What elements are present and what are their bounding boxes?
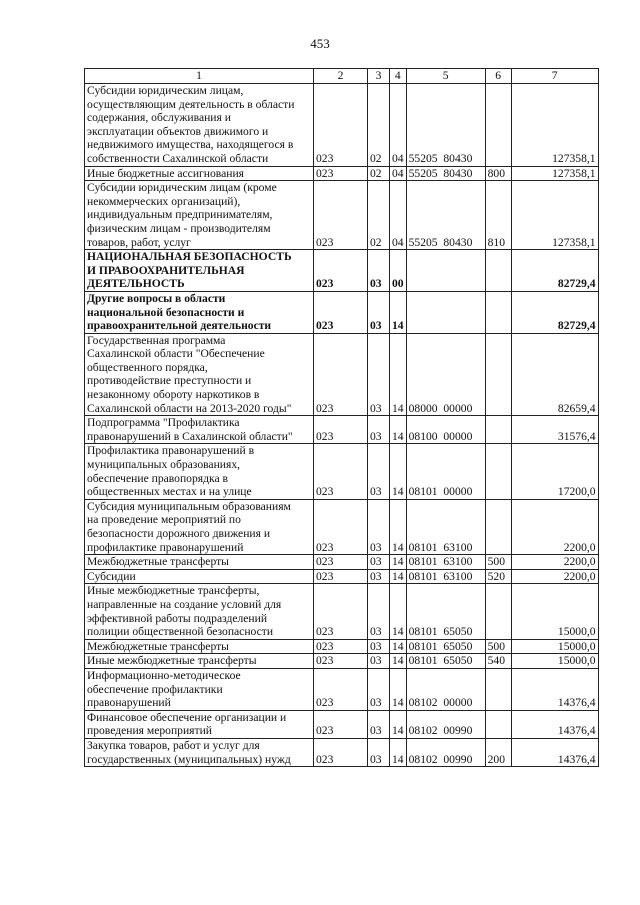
code-cell: 023	[314, 181, 368, 250]
code-cell: 023	[314, 499, 368, 554]
target-article-cell: 08101 63100	[406, 569, 485, 584]
target-article-cell: 08101 65050	[406, 584, 485, 639]
expense-type-cell	[485, 84, 511, 167]
name-cell: Иные межбюджетные трансферты	[85, 654, 314, 669]
expense-type-cell	[485, 584, 511, 639]
amount-cell: 127358,1	[511, 181, 598, 250]
target-article-cell: 08000 00000	[406, 333, 485, 416]
target-article-cell: 55205 80430	[406, 181, 485, 250]
section-cell: 03	[368, 738, 390, 766]
code-cell: 023	[314, 668, 368, 710]
subsection-cell: 14	[390, 333, 407, 416]
amount-cell: 127358,1	[511, 166, 598, 181]
name-cell: Субсидии	[85, 569, 314, 584]
amount-cell: 15000,0	[511, 584, 598, 639]
code-cell: 023	[314, 250, 368, 292]
amount-cell: 82659,4	[511, 333, 598, 416]
expense-type-cell	[485, 710, 511, 738]
name-cell: Государственная программа Сахалинской области "Обеспечение общественного порядка, противодействие преступности и незаконному обороту наркотиков в Сахалинской области на 2013-2020 годы"	[85, 333, 314, 416]
section-cell: 03	[368, 584, 390, 639]
target-article-cell: 08100 00000	[406, 416, 485, 444]
expense-type-cell	[485, 333, 511, 416]
header-cell: 2	[314, 69, 368, 84]
name-cell: Субсидия муниципальным образованиям на проведение мероприятий по безопасности дорожного движения и профилактике правонарушений	[85, 499, 314, 554]
target-article-cell: 55205 80430	[406, 84, 485, 167]
section-cell: 02	[368, 84, 390, 167]
section-cell: 03	[368, 250, 390, 292]
section-cell: 03	[368, 499, 390, 554]
header-cell: 1	[85, 69, 314, 84]
section-cell: 03	[368, 555, 390, 570]
expense-type-cell: 800	[485, 166, 511, 181]
subsection-cell: 14	[390, 416, 407, 444]
code-cell: 023	[314, 710, 368, 738]
expense-type-cell	[485, 668, 511, 710]
table-row	[85, 181, 599, 250]
table-row	[85, 333, 599, 416]
target-article-cell: 08101 00000	[406, 444, 485, 499]
amount-cell: 2200,0	[511, 499, 598, 554]
subsection-cell: 14	[390, 555, 407, 570]
subsection-cell: 14	[390, 499, 407, 554]
table-row	[85, 738, 599, 766]
name-cell: НАЦИОНАЛЬНАЯ БЕЗОПАСНОСТЬ И ПРАВООХРАНИТЕЛЬНАЯ ДЕЯТЕЛЬНОСТЬ	[85, 250, 314, 292]
code-cell: 023	[314, 416, 368, 444]
name-cell: Субсидии юридическим лицам, осуществляющим деятельность в области содержания, обслуживания и эксплуатации объектов движимого и недвижимого имущества, находящегося в собственности Сахалинской области	[85, 84, 314, 167]
expense-type-cell	[485, 291, 511, 333]
subsection-cell: 14	[390, 668, 407, 710]
code-cell: 023	[314, 654, 368, 669]
name-cell: Профилактика правонарушений в муниципальных образованиях, обеспечение правопорядка в общественных местах и на улице	[85, 444, 314, 499]
header-cell: 4	[390, 69, 407, 84]
code-cell: 023	[314, 639, 368, 654]
section-cell: 02	[368, 166, 390, 181]
amount-cell: 17200,0	[511, 444, 598, 499]
code-cell: 023	[314, 444, 368, 499]
table-row	[85, 668, 599, 710]
table-row	[85, 416, 599, 444]
header-cell: 7	[511, 69, 598, 84]
code-cell: 023	[314, 569, 368, 584]
name-cell: Закупка товаров, работ и услуг для государственных (муниципальных) нужд	[85, 738, 314, 766]
target-article-cell	[406, 250, 485, 292]
expense-type-cell: 540	[485, 654, 511, 669]
table-row	[85, 710, 599, 738]
expense-type-cell: 500	[485, 639, 511, 654]
target-article-cell: 08102 00990	[406, 738, 485, 766]
expense-type-cell: 520	[485, 569, 511, 584]
section-cell: 03	[368, 654, 390, 669]
subsection-cell: 14	[390, 291, 407, 333]
table-row	[85, 444, 599, 499]
amount-cell: 2200,0	[511, 555, 598, 570]
table-row	[85, 555, 599, 570]
table-row	[85, 654, 599, 669]
target-article-cell: 08101 65050	[406, 639, 485, 654]
expense-type-cell	[485, 499, 511, 554]
subsection-cell: 00	[390, 250, 407, 292]
section-cell: 03	[368, 333, 390, 416]
code-cell: 023	[314, 291, 368, 333]
amount-cell: 127358,1	[511, 84, 598, 167]
section-cell: 03	[368, 291, 390, 333]
section-cell: 03	[368, 444, 390, 499]
header-cell: 6	[485, 69, 511, 84]
subsection-cell: 14	[390, 639, 407, 654]
name-cell: Межбюджетные трансферты	[85, 555, 314, 570]
target-article-cell: 08102 00000	[406, 668, 485, 710]
section-cell: 03	[368, 639, 390, 654]
section-cell: 03	[368, 710, 390, 738]
table-row	[85, 584, 599, 639]
table-row	[85, 291, 599, 333]
budget-table	[84, 68, 599, 767]
amount-cell: 14376,4	[511, 710, 598, 738]
name-cell: Иные межбюджетные трансферты, направленные на создание условий для эффективной работы подразделений полиции общественной безопасности	[85, 584, 314, 639]
amount-cell: 2200,0	[511, 569, 598, 584]
section-cell: 02	[368, 181, 390, 250]
expense-type-cell: 810	[485, 181, 511, 250]
target-article-cell: 08101 63100	[406, 499, 485, 554]
expense-type-cell	[485, 444, 511, 499]
amount-cell: 31576,4	[511, 416, 598, 444]
code-cell: 023	[314, 333, 368, 416]
table-row	[85, 499, 599, 554]
table-row	[85, 569, 599, 584]
expense-type-cell: 500	[485, 555, 511, 570]
name-cell: Другие вопросы в области национальной безопасности и правоохранительной деятельности	[85, 291, 314, 333]
amount-cell: 15000,0	[511, 639, 598, 654]
target-article-cell	[406, 291, 485, 333]
section-cell: 03	[368, 668, 390, 710]
table-header-row	[85, 69, 599, 84]
name-cell: Подпрограмма "Профилактика правонарушений в Сахалинской области"	[85, 416, 314, 444]
name-cell: Информационно-методическое обеспечение профилактики правонарушений	[85, 668, 314, 710]
target-article-cell: 08101 63100	[406, 555, 485, 570]
amount-cell: 82729,4	[511, 250, 598, 292]
amount-cell: 14376,4	[511, 668, 598, 710]
amount-cell: 15000,0	[511, 654, 598, 669]
subsection-cell: 04	[390, 84, 407, 167]
subsection-cell: 14	[390, 584, 407, 639]
header-cell: 3	[368, 69, 390, 84]
amount-cell: 14376,4	[511, 738, 598, 766]
table-row	[85, 250, 599, 292]
table-row	[85, 639, 599, 654]
header-cell: 5	[406, 69, 485, 84]
subsection-cell: 14	[390, 710, 407, 738]
subsection-cell: 04	[390, 181, 407, 250]
subsection-cell: 14	[390, 569, 407, 584]
name-cell: Финансовое обеспечение организации и проведения мероприятий	[85, 710, 314, 738]
code-cell: 023	[314, 738, 368, 766]
page-number: 453	[310, 36, 330, 51]
subsection-cell: 14	[390, 654, 407, 669]
target-article-cell: 08102 00990	[406, 710, 485, 738]
code-cell: 023	[314, 166, 368, 181]
subsection-cell: 14	[390, 444, 407, 499]
section-cell: 03	[368, 569, 390, 584]
amount-cell: 82729,4	[511, 291, 598, 333]
target-article-cell: 55205 80430	[406, 166, 485, 181]
target-article-cell: 08101 65050	[406, 654, 485, 669]
subsection-cell: 14	[390, 738, 407, 766]
table-row	[85, 84, 599, 167]
table-row	[85, 166, 599, 181]
expense-type-cell	[485, 250, 511, 292]
code-cell: 023	[314, 584, 368, 639]
section-cell: 03	[368, 416, 390, 444]
name-cell: Межбюджетные трансферты	[85, 639, 314, 654]
code-cell: 023	[314, 555, 368, 570]
code-cell: 023	[314, 84, 368, 167]
expense-type-cell	[485, 416, 511, 444]
name-cell: Иные бюджетные ассигнования	[85, 166, 314, 181]
name-cell: Субсидии юридическим лицам (кроме некоммерческих организаций), индивидуальным предпринимателям, физическим лицам - производителям товаров, работ, услуг	[85, 181, 314, 250]
expense-type-cell: 200	[485, 738, 511, 766]
subsection-cell: 04	[390, 166, 407, 181]
